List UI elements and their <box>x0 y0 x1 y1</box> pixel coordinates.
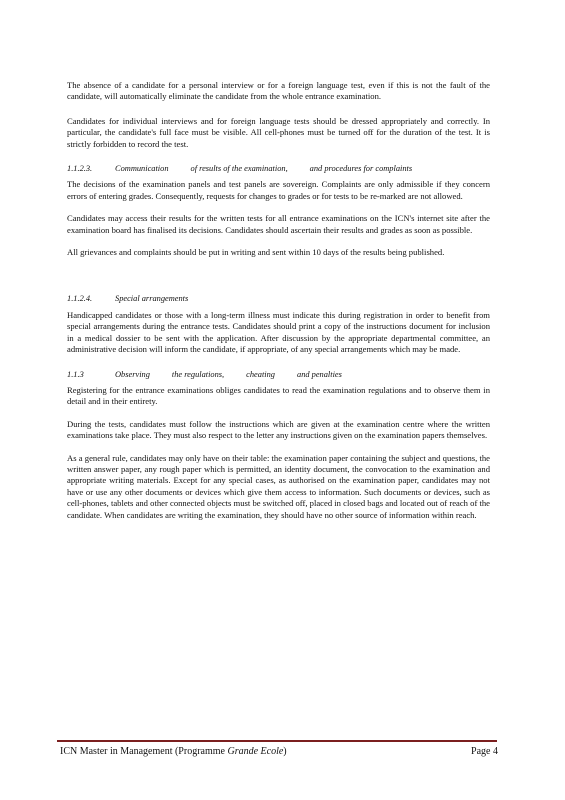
paragraph-during-tests: During the tests, candidates must follow the instructions which are given at the examination centre where the written examinations take place. They must also respect to the letter any instructions given on the examination papers themselves. <box>67 418 490 441</box>
paragraph-general-rule: As a general rule, candidates may only have on their table: the examination paper containing the subject and questions, the written answer paper, any rough paper which is permitted, an identity document, the convocation to the examination and appropriate writing materials. Except for any special cases, as authorised on the examination paper, candidates may not have or use any other documents or devices which give them access to information. Such documents or devices, such as cell-phones, tablets and other connected objects must be switched off, placed in closed bags and located out of reach of the candidate. When candidates are writing the examination, they should have no other source of information within reach. <box>67 452 490 520</box>
paragraph-absence: The absence of a candidate for a personal interview or for a foreign language test, even if this is not the fault of the candidate, will automatically eliminate the candidate from the whole entrance examination. <box>67 80 490 102</box>
heading-number: 1.1.2.4. <box>67 294 93 304</box>
heading-communication-results <box>67 163 490 174</box>
heading-part: of results of the examination, <box>190 164 288 174</box>
heading-part: Special arrangements <box>115 294 189 304</box>
heading-part: and penalties <box>297 369 342 379</box>
heading-number: 1.1.3 <box>67 369 84 379</box>
page-content <box>67 80 490 534</box>
footer-title-italic: Grande Ecole <box>227 746 284 757</box>
paragraph-grievances: All grievances and complaints should be put in writing and sent within 10 days of the results being published. <box>67 247 445 258</box>
heading-special-arrangements <box>67 293 490 304</box>
paragraph-access-results: Candidates may access their results for the written tests for all entrance examinations on the ICN's internet site after the examination board has finalised its decisions. Candidates should ascertain their results and grades as soon as possible. <box>67 213 490 235</box>
footer-divider <box>57 740 497 742</box>
section-spacer <box>67 271 490 293</box>
heading-part: and procedures for complaints <box>309 164 413 174</box>
footer-title-suffix: ) <box>283 746 287 757</box>
heading-part: Observing <box>115 369 150 379</box>
paragraph-dress-code: Candidates for individual interviews and for foreign language tests should be dressed appropriately and correctly. In particular, the candidate's full face must be visible. All cell-phones must be turned off for the duration of the test. It is strictly forbidden to record the test. <box>67 115 490 149</box>
footer-title-prefix: ICN Master in Management (Programme <box>60 746 225 757</box>
page-footer <box>60 746 498 757</box>
heading-regulations <box>67 369 490 380</box>
footer-title <box>60 746 287 757</box>
heading-part: the regulations, <box>171 369 225 379</box>
paragraph-registering: Registering for the entrance examinations obliges candidates to read the examination regulations and to observe them in detail and in their entirety. <box>67 384 490 407</box>
paragraph-handicapped: Handicapped candidates or those with a long-term illness must indicate this during registration in order to benefit from special arrangements during the entrance tests. Candidates should print a copy of the instructions document for inclusion in a medical dossier to be sent with the application. After discussion by the appropriate departmental committee, an administrative decision will inform the candidate, if appropriate, of any special arrangements which may be made. <box>67 309 490 355</box>
heading-part: Communication <box>115 164 169 174</box>
page-number: Page 4 <box>471 746 498 757</box>
heading-part: cheating <box>246 369 275 379</box>
paragraph-panel-decisions: The decisions of the examination panels and test panels are sovereign. Complaints are only admissible if they concern errors of entering grades. Consequently, requests for changes to grades or for tests to be re-marked are not allowed. <box>67 179 490 201</box>
heading-number: 1.1.2.3. <box>67 164 93 174</box>
